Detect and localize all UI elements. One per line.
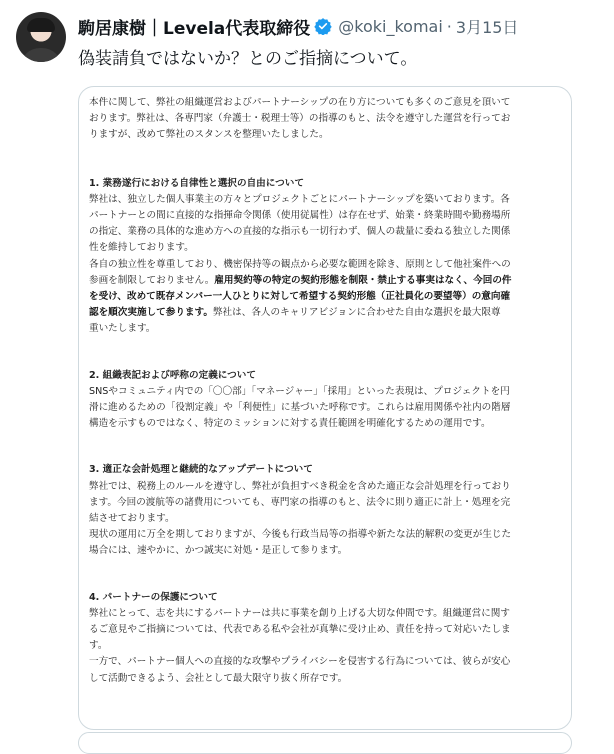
section-1-line [89, 305, 561, 321]
section-3-line: ます。今回の渡航等の諸費用についても、専門家の指導のもと、法令に則り適正に計上・処理を完 [89, 496, 511, 508]
section-2-line: 滑に進めるための「役割定義」や「利便性」に基づいた呼称です。これらは雇用関係や社内の階層 [89, 402, 511, 414]
section-4-title: 4. パートナーの保護について [89, 591, 218, 603]
tweet-text: 偽装請負ではないか？とのご指摘について。 [78, 49, 418, 69]
intro-line: りますが、改めて弊社のスタンスを整理いたしました。 [89, 129, 329, 141]
section-1-text: 弊社は、各人のキャリアビジョンに合わせた自由な選択を最大限尊 [212, 307, 501, 319]
author-name[interactable]: 駒居康樹｜Levela代表取締役 [78, 18, 311, 39]
next-embed-edge [78, 732, 572, 754]
section-3-title: 3. 適正な会計処理と継続的なアップデートについて [89, 464, 313, 476]
section-4-line: して活動できるよう、会社として最大限守り抜く所存です。 [89, 672, 348, 684]
section-1-line: パートナーとの間に直接的な指揮命令関係（使用従属性）は存在せず、始業・終業時間や勤務場所 [89, 210, 511, 222]
header-separator: · [446, 16, 452, 36]
avatar-shirt [20, 48, 62, 62]
section-2-title: 2. 組織表記および呼称の定義について [89, 369, 256, 381]
section-1-line: の指定、業務の具体的な進め方への直接的な指示も一切行わず、個人の裁量に委ねる独立した関係 [89, 226, 511, 238]
section-4-line: す。 [89, 640, 108, 652]
tweet-date[interactable]: 3月15日 [455, 17, 519, 37]
section-3-line: 結させております。 [89, 513, 175, 525]
section-1-bold-text: 雇用契約等の特定の契約形態を制限・禁止する事実はなく、今回の件 [214, 274, 512, 286]
section-1-line [89, 289, 561, 305]
section-1-text: 参画を制限しておりません。 [89, 274, 215, 286]
section-3-line: 現状の運用に万全を期しておりますが、今後も行政当局等の指導や新たな法的解釈の変更が生じた [89, 529, 512, 541]
intro-line: おります。弊社は、各専門家（弁護士・税理士等）の指導のもと、法令を遵守した運営を行ってお [89, 113, 511, 125]
intro-line: 本件に関して、弊社の組織運営およびパートナーシップの在り方についても多くのご意見を頂いて [89, 97, 511, 108]
section-2-line: SNSやコミュニティ内での「〇〇部」「マネージャー」「採用」といった表現は、プロジェクトを円 [89, 385, 510, 397]
author-handle[interactable]: @koki_komai [338, 16, 443, 36]
section-1-line: 各自の独立性を尊重しており、機密保持等の観点から必要な範囲を除き、原則として他社案件への [89, 258, 511, 270]
section-1-bold-text: 認を順次実施して参ります。 [89, 307, 213, 319]
section-1-line: 弊社は、独立した個人事業主の方々とプロジェクトごとにパートナーシップを築いております。各 [89, 193, 510, 205]
author-avatar[interactable] [16, 12, 66, 62]
section-2-line: 構造を示すものではなく、特定のミッションに対する責任範囲を明確化するための運用です。 [89, 418, 491, 430]
section-1-line [89, 273, 561, 289]
section-4-line: 弊社にとって、志を共にするパートナーは共に事業を創り上げる大切な仲間です。組織運営に関す [89, 607, 510, 619]
section-1-bold-text: を受け、改めて既存メンバー一人ひとりに対して希望する契約形態（正社員化の要望等）の意向確 [89, 291, 511, 303]
section-4-line: 一方で、パートナー個人への直接的な攻撃やプライバシーを侵害する行為については、彼らが安心 [89, 656, 511, 668]
section-1-line: 重いたします。 [89, 323, 156, 335]
section-3-line: 場合には、速やかに、かつ誠実に対処・是正して参ります。 [89, 545, 348, 557]
section-3-line: 弊社では、税務上のルールを遵守し、弊社が負担すべき税金を含めた適正な会計処理を行っており [89, 480, 511, 492]
section-1-title: 1. 業務遂行における自律性と選択の自由について [89, 177, 304, 189]
statement-document [89, 95, 561, 687]
tweet-header [78, 14, 606, 38]
section-4-line: るご意見やご指摘については、代表である私や会社が真摯に受け止め、責任を持って対応いたしま [89, 624, 511, 636]
avatar-hair [27, 18, 55, 32]
attached-image-card[interactable] [78, 86, 572, 730]
section-1-line: 性を維持しております。 [89, 242, 194, 254]
verified-badge-icon [314, 17, 332, 35]
